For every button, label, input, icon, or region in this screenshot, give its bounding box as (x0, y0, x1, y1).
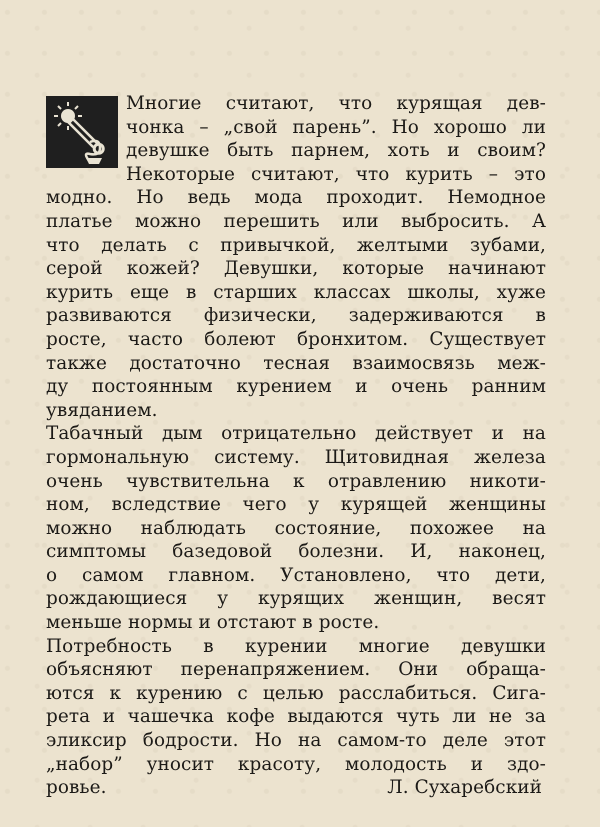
text-line: росте, часто болеют бронхитом. Существует (46, 328, 546, 350)
text-line: серой кожей? Девушки, которые начинают (46, 258, 546, 280)
text-line: развиваются физически, задерживаются в (46, 305, 546, 327)
text-line: платье можно перешить или выбросить. А (46, 210, 546, 232)
text-line: чонка – „свой парень”. Но хорошо ли (126, 116, 546, 138)
text-line: объясняют перенапряжением. Они обраща- (46, 659, 546, 681)
text-line: ются к курению с целью расслабиться. Сига- (46, 682, 546, 704)
text-line: гормональную систему. Щитовидная железа (46, 446, 546, 468)
text-line: девушке быть парнем, хоть и своим? (126, 140, 546, 162)
text-line: Некоторые считают, что курить – это (126, 163, 546, 185)
text-line: меньше нормы и отстают в росте. (46, 612, 380, 634)
text-line: увяданием. (46, 399, 158, 421)
article-body (46, 92, 546, 800)
text-line: ном, вследствие чего у курящей женщины (46, 494, 546, 516)
text-line: симптомы базедовой болезни. И, наконец, (46, 541, 546, 563)
text-line: модно. Но ведь мода проходит. Немодное (46, 187, 546, 209)
text-line: курить еще в старших классах школы, хуже (46, 281, 546, 303)
text-line: эликсир бодрости. Но на самом-то деле этот (46, 730, 546, 752)
text-line: что делать с привычкой, желтыми зубами, (46, 234, 546, 256)
text-line: ровье. (46, 777, 107, 799)
text-line: Табачный дым отрицательно действует и на (46, 423, 546, 445)
text-line: можно наблюдать состояние, похожее на (46, 517, 546, 539)
text-line: очень чувствительна к отравлению никоти- (46, 470, 546, 492)
text-line: „набор” уносит красоту, молодость и здо- (46, 753, 546, 775)
text-line: Потребность в курении многие девушки (46, 635, 546, 657)
text-line: также достаточно тесная взаимосвязь меж- (46, 352, 546, 374)
text-line: Многие считают, что курящая дев- (126, 93, 546, 114)
text-line: ду постоянным курением и очень ранним (46, 376, 546, 398)
text-line: рета и чашечка кофе выдаются чуть ли не за (46, 706, 546, 728)
final-line (46, 776, 546, 800)
text-line: рождающиеся у курящих женщин, весят (46, 588, 546, 610)
author-signature: Л. Сухаребский (387, 777, 542, 799)
text-line: о самом главном. Установлено, что дети, (46, 564, 546, 586)
